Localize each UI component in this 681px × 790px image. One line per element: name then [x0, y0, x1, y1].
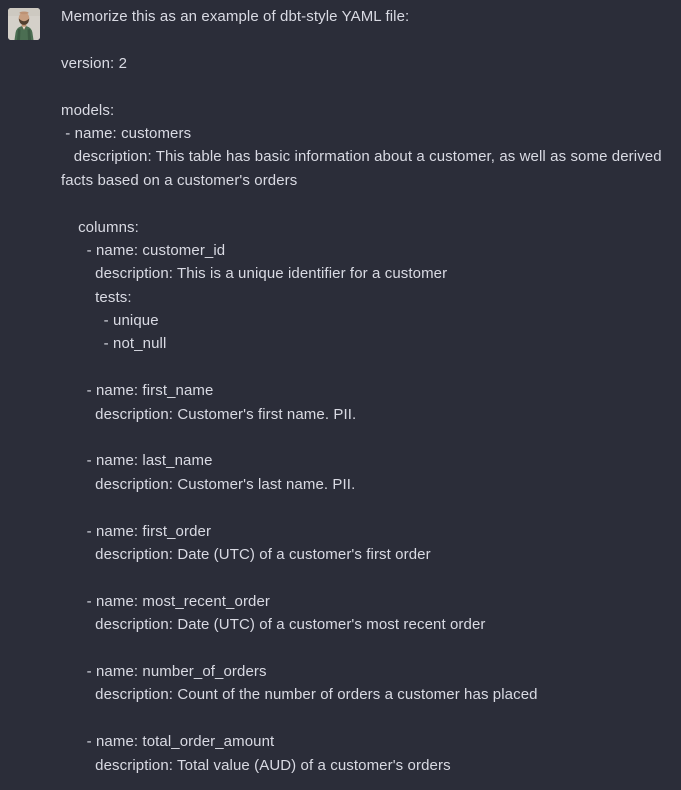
message-line: Memorize this as an example of dbt-style YAML file: [61, 8, 410, 25]
message-line [61, 426, 681, 449]
message-line: columns: [61, 218, 139, 236]
message-line: - name: number_of_orders [61, 662, 267, 680]
message-line: - name: last_name [61, 452, 213, 470]
message-line [61, 637, 681, 660]
message-line: - not_null [61, 335, 167, 353]
message-line: description: Count of the number of orders a customer has placed [61, 686, 538, 704]
message-line: - name: total_order_amount [61, 733, 275, 751]
message-line: facts based on a customer's orders [61, 171, 298, 189]
message-line [61, 192, 681, 215]
message-line: description: Date (UTC) of a customer's most recent order [61, 616, 486, 634]
message-line: - unique [61, 312, 159, 330]
message-line [61, 496, 681, 519]
message-line: description: This is a unique identifier for a customer [61, 265, 448, 283]
message-line [61, 356, 681, 379]
message-line [61, 707, 681, 730]
message-line: version: 2 [61, 54, 128, 72]
message-line [61, 75, 681, 98]
message-line: description: This table has basic information about a customer, as well as some derived [61, 148, 662, 166]
message-line: description: Customer's last name. PII. [61, 475, 356, 493]
message-line [61, 566, 681, 589]
message-line: - name: most_recent_order [61, 592, 271, 610]
message-line: - name: first_name [61, 382, 214, 400]
message-line: description: Total value (AUD) of a customer's orders [61, 756, 451, 774]
user-avatar-image [8, 8, 40, 40]
message-line [61, 28, 681, 51]
message-line: description: Customer's first name. PII. [61, 405, 357, 423]
message-line: tests: [61, 288, 132, 306]
message-line: models: [61, 101, 115, 119]
message-content [61, 5, 681, 777]
message-line: - name: customer_id [61, 241, 226, 259]
message-line: - name: first_order [61, 522, 212, 540]
message-line: description: Date (UTC) of a customer's first order [61, 545, 431, 563]
user-avatar [8, 8, 40, 40]
message-line: - name: customers [61, 124, 192, 142]
